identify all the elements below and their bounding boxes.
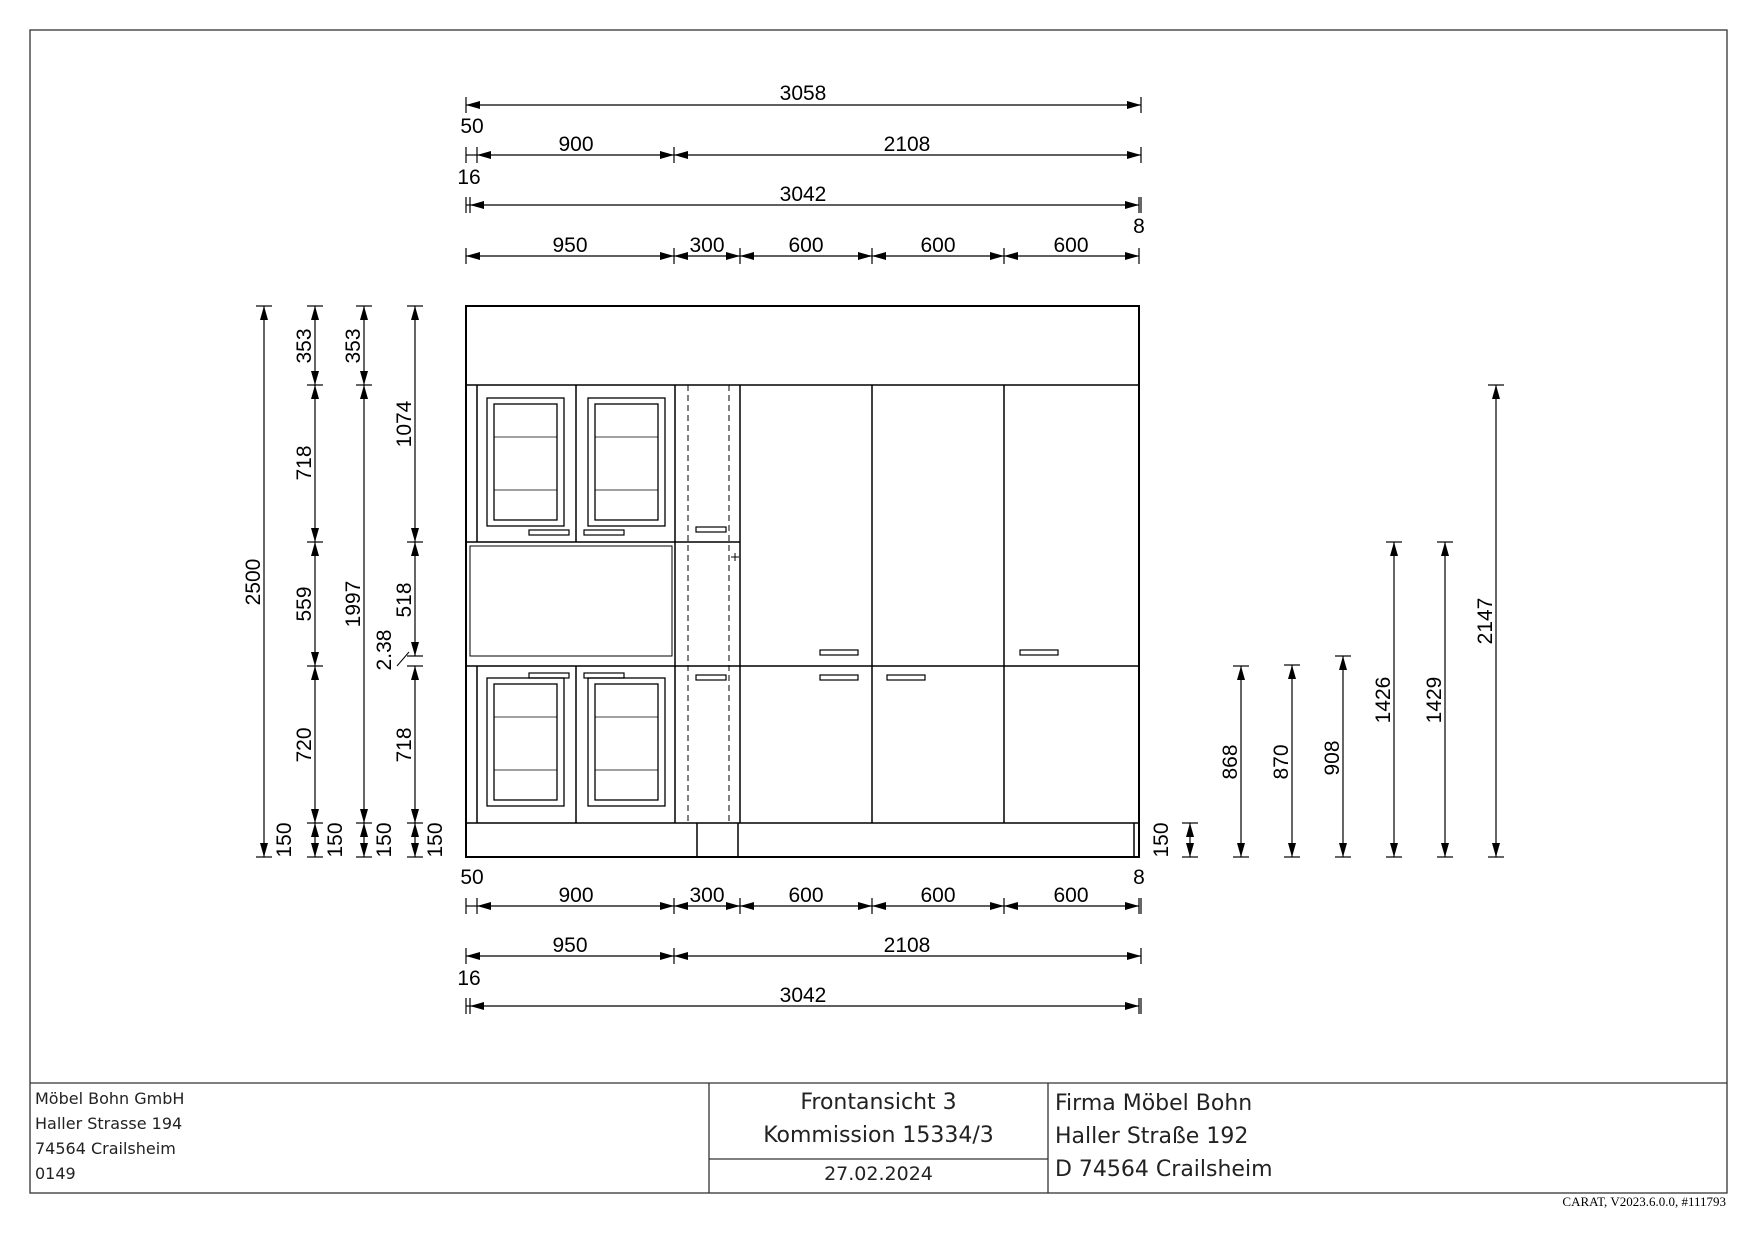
- dim-bottom-seg-600-3: 600: [1053, 884, 1089, 907]
- dim-top-inner-offset: 16: [457, 166, 481, 189]
- dim-left-a-718: 718: [293, 445, 316, 481]
- dim-left-c-150: 150: [373, 822, 396, 858]
- dim-left-c-353: 353: [342, 328, 365, 364]
- dim-right-908: 908: [1321, 740, 1344, 776]
- dim-top-overall: 3058: [779, 82, 827, 105]
- dim-top-left-width: 900: [558, 133, 594, 156]
- door-handles: [529, 527, 1058, 680]
- dim-top-seg-300: 300: [689, 234, 725, 257]
- dim-top-right-width: 2108: [883, 133, 931, 156]
- top-dimension-labels: [457, 82, 1145, 257]
- left-dimension-labels: [242, 328, 447, 857]
- dim-right-1426: 1426: [1372, 676, 1395, 724]
- software-version: CARAT, V2023.6.0.0, #111793: [1562, 1194, 1726, 1209]
- dim-bottom-seg-900: 900: [558, 884, 594, 907]
- view-title: Frontansicht 3: [800, 1090, 957, 1115]
- dim-top-seg-600-2: 600: [920, 234, 956, 257]
- dim-right-2147: 2147: [1474, 597, 1497, 645]
- dim-left-d-150: 150: [424, 822, 447, 858]
- dim-left-a-559: 559: [293, 586, 316, 622]
- dim-bottom-seg-600-2: 600: [920, 884, 956, 907]
- commission-number: Kommission 15334/3: [763, 1123, 994, 1148]
- dim-left-d-238: 2.38: [373, 629, 396, 671]
- company-street: Haller Strasse 194: [35, 1114, 183, 1133]
- drawing-date: 27.02.2024: [824, 1163, 933, 1185]
- dim-left-c-1997: 1997: [342, 580, 365, 628]
- dim-top-seg-600-1: 600: [788, 234, 824, 257]
- company-city: 74564 Crailsheim: [35, 1139, 176, 1158]
- dim-bottom-right-2108: 2108: [883, 934, 931, 957]
- dim-right-870: 870: [1270, 744, 1293, 780]
- dim-top-right-offset: 8: [1133, 215, 1145, 238]
- dim-left-a-353: 353: [293, 328, 316, 364]
- dim-left-total: 2500: [242, 558, 265, 606]
- bottom-dimension-labels: [457, 866, 1145, 1007]
- dim-left-b-150: 150: [324, 822, 347, 858]
- dim-top-left-offset: 50: [460, 115, 484, 138]
- niche: [470, 546, 672, 656]
- dim-bottom-right-offset: 8: [1133, 866, 1145, 889]
- customer-address-block: [1055, 1087, 1273, 1186]
- customer-street: Haller Straße 192: [1055, 1124, 1249, 1149]
- right-dimensions: [1182, 385, 1504, 857]
- dim-left-d-1074: 1074: [393, 400, 416, 448]
- dim-bottom-left-950: 950: [552, 934, 588, 957]
- company-address-block: [35, 1086, 184, 1186]
- dim-right-plinth: 150: [1150, 822, 1173, 858]
- dim-top-seg-950: 950: [552, 234, 588, 257]
- company-name: Möbel Bohn GmbH: [35, 1089, 185, 1108]
- dim-bottom-inner-total: 3042: [779, 984, 827, 1007]
- dim-left-a-720: 720: [293, 727, 316, 763]
- dim-top-seg-600-3: 600: [1053, 234, 1089, 257]
- dim-bottom-seg-600-1: 600: [788, 884, 824, 907]
- dim-left-d-718: 718: [393, 727, 416, 763]
- customer-city: D 74564 Crailsheim: [1055, 1157, 1273, 1182]
- dim-left-d-518: 518: [393, 582, 416, 618]
- outline: [466, 306, 1139, 857]
- dim-bottom-left-offset: 50: [460, 866, 484, 889]
- dim-bottom-seg-300: 300: [689, 884, 725, 907]
- customer-name: Firma Möbel Bohn: [1055, 1091, 1253, 1116]
- dim-top-inner-total: 3042: [779, 183, 827, 206]
- dim-right-868: 868: [1219, 744, 1242, 780]
- company-code: 0149: [35, 1164, 76, 1183]
- dim-bottom-inner-offset: 16: [457, 967, 481, 990]
- dim-right-1429: 1429: [1423, 676, 1446, 724]
- dim-left-a-150: 150: [273, 822, 296, 858]
- cabinet-elevation: [466, 306, 1139, 857]
- left-dimensions: [256, 306, 423, 857]
